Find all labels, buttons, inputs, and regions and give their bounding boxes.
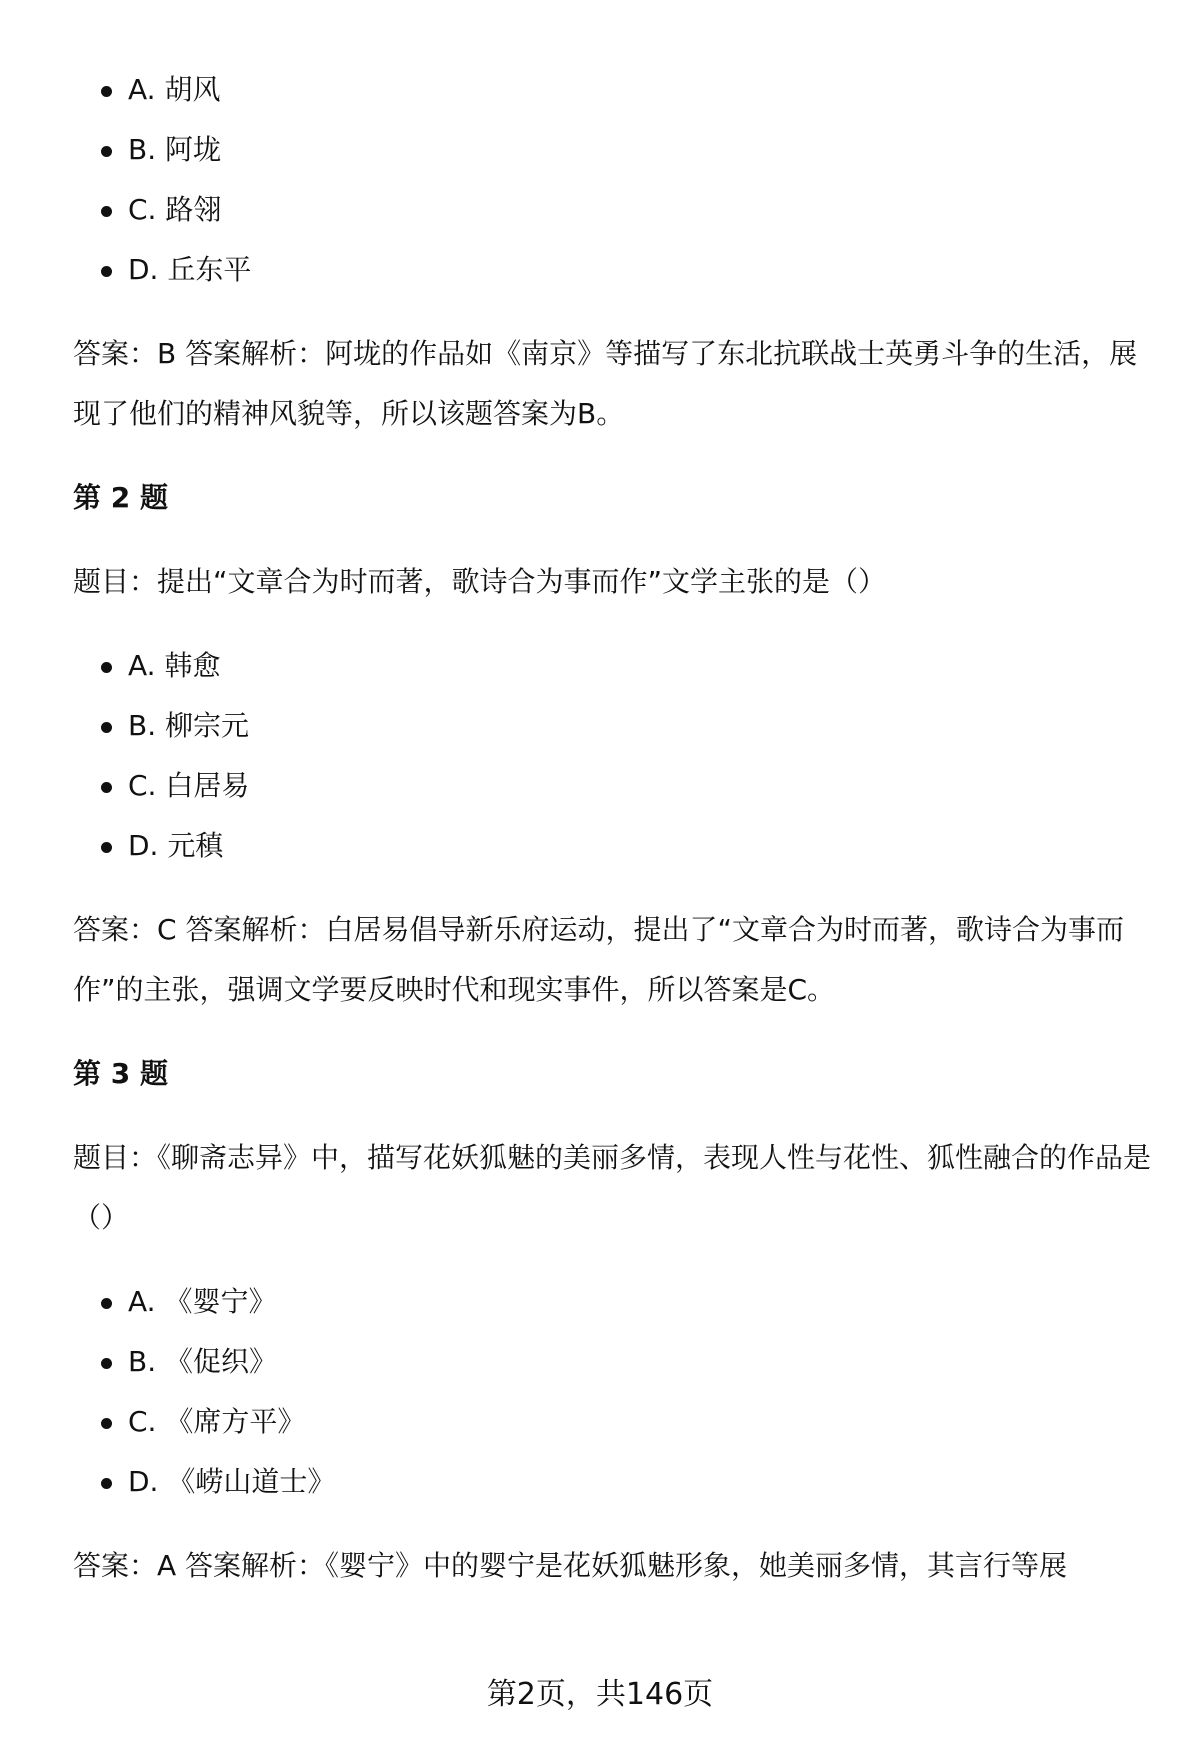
q3-options: [73, 1272, 1153, 1512]
page-footer: 第2页，共146页: [486, 1677, 714, 1712]
bullet-icon: [101, 1418, 112, 1429]
q3-title: 第 3 题: [73, 1057, 168, 1090]
bullet-icon: [101, 1298, 112, 1309]
q1-option-c: C. 路翎: [73, 180, 1153, 240]
q3-option-a: A. 《婴宁》: [73, 1272, 1153, 1332]
q1-options: [73, 60, 1153, 300]
bullet-icon: [101, 782, 112, 793]
q3-option-b: B. 《促织》: [73, 1332, 1153, 1392]
bullet-icon: [101, 842, 112, 853]
bullet-icon: [101, 206, 112, 217]
page-content: [73, 60, 1153, 1596]
q1-option-d: D. 丘东平: [73, 240, 1153, 300]
q2-option-c: C. 白居易: [73, 756, 1153, 816]
bullet-icon: [101, 1478, 112, 1489]
q3-answer: 答案：A 答案解析：《婴宁》中的婴宁是花妖狐魅形象，她美丽多情，其言行等展: [73, 1549, 1068, 1582]
bullet-icon: [101, 662, 112, 673]
q1-option-b: B. 阿垅: [73, 120, 1153, 180]
q1-answer: 答案：B 答案解析：阿垅的作品如《南京》等描写了东北抗联战士英勇斗争的生活，展现了他们的精神风貌等，所以该题答案为B。: [73, 337, 1138, 430]
q3-option-d: D. 《崂山道士》: [73, 1452, 1153, 1512]
bullet-icon: [101, 722, 112, 733]
q3-option-c: C. 《席方平》: [73, 1392, 1153, 1452]
bullet-icon: [101, 146, 112, 157]
q2-option-a: A. 韩愈: [73, 636, 1153, 696]
q2-title: 第 2 题: [73, 481, 168, 514]
q2-option-d: D. 元稹: [73, 816, 1153, 876]
bullet-icon: [101, 86, 112, 97]
bullet-icon: [101, 1358, 112, 1369]
q2-answer: 答案：C 答案解析：白居易倡导新乐府运动，提出了“文章合为时而著，歌诗合为事而作”的主张，强调文学要反映时代和现实事件，所以答案是C。: [73, 913, 1124, 1006]
bullet-icon: [101, 266, 112, 277]
q2-options: [73, 636, 1153, 876]
q3-question: 题目：《聊斋志异》中，描写花妖狐魅的美丽多情，表现人性与花性、狐性融合的作品是（）: [73, 1141, 1152, 1234]
q2-option-b: B. 柳宗元: [73, 696, 1153, 756]
q1-option-a: A. 胡风: [73, 60, 1153, 120]
q2-question: 题目：提出“文章合为时而著，歌诗合为事而作”文学主张的是（）: [73, 565, 887, 598]
